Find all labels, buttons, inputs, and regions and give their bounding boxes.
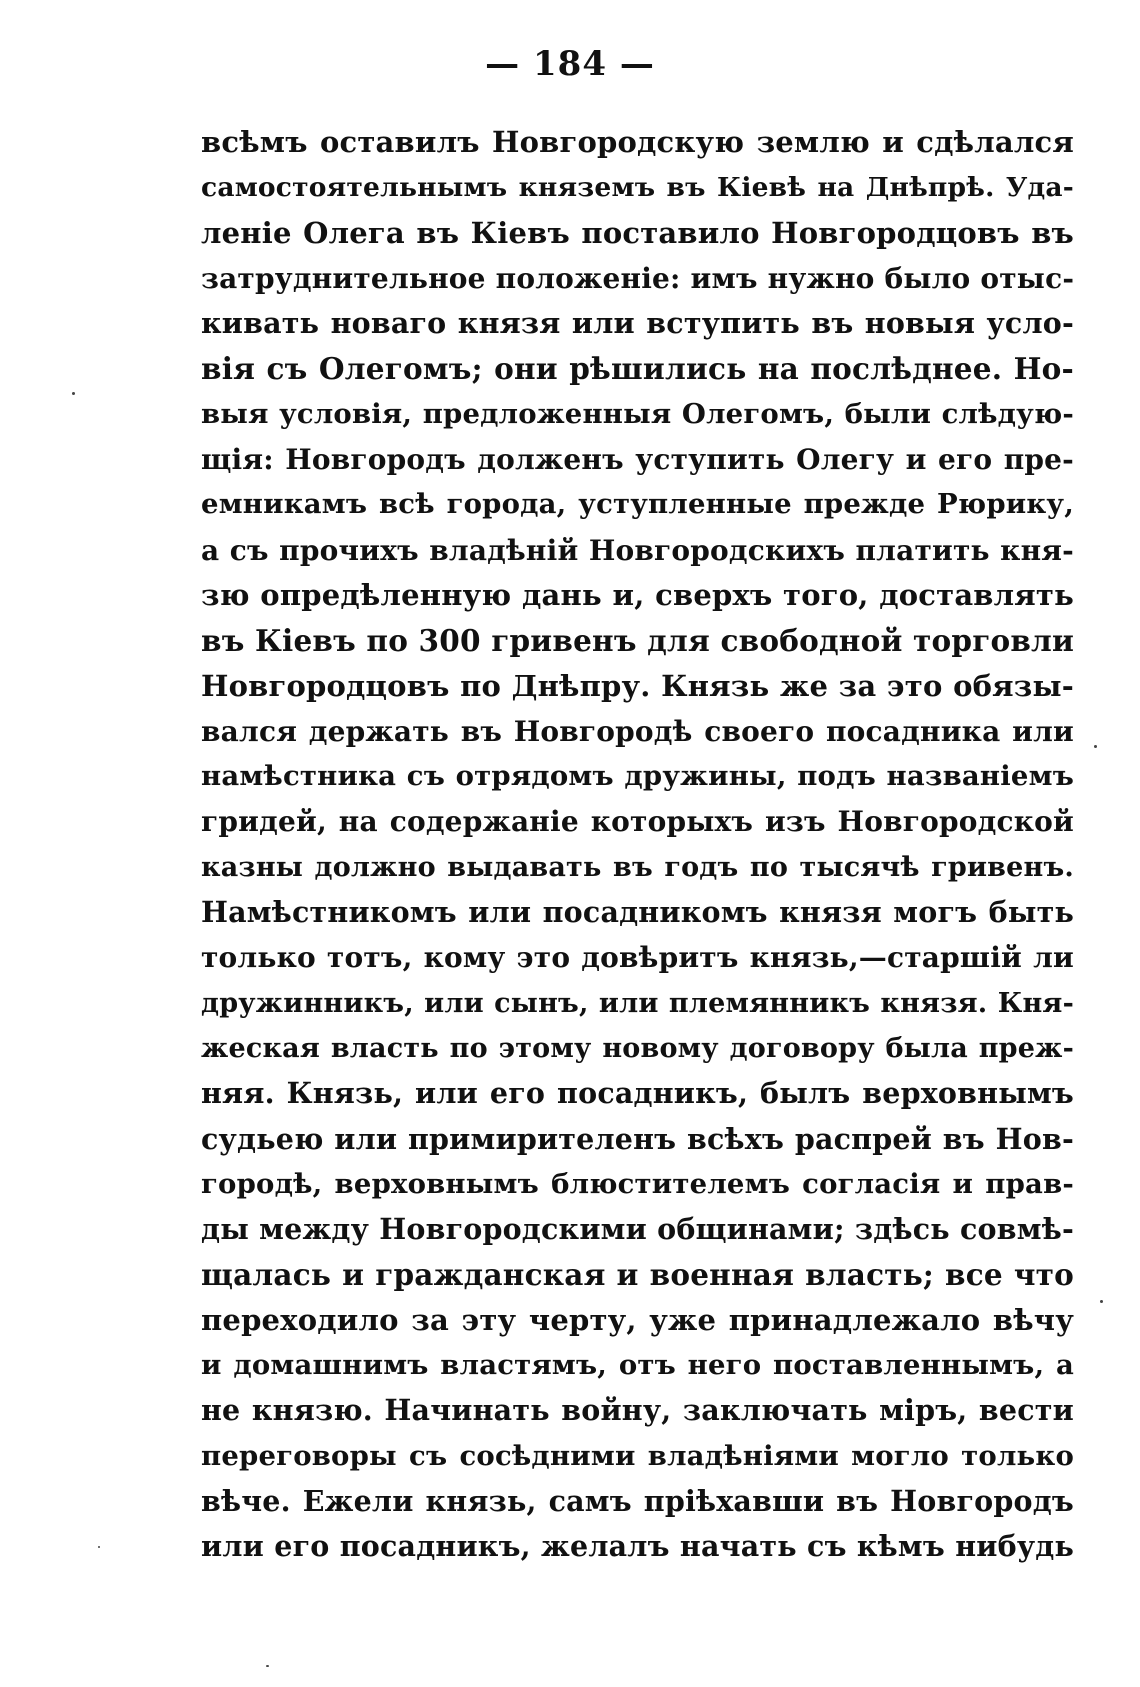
- scan-speck: [1094, 745, 1097, 748]
- text-line: всѣмъ оставилъ Новгородскую землю и сдѣлался: [201, 125, 1074, 159]
- text-line: казны должно выдавать въ годъ по тысячѣ гривенъ.: [201, 851, 1074, 883]
- text-line: или его посадникъ, желалъ начать съ кѣмъ нибудь: [201, 1529, 1074, 1564]
- text-line: вался держать въ Новгородѣ своего посадника или: [201, 714, 1074, 748]
- scan-speck: [72, 392, 75, 395]
- text-line: жеская власть по этому новому договору была преж-: [201, 1032, 1074, 1064]
- text-line: ды между Новгородскими общинами; здѣсь совмѣ-: [201, 1212, 1074, 1247]
- scan-speck: [1100, 1300, 1103, 1303]
- scan-speck: [98, 1546, 100, 1548]
- text-line: въ Кіевъ по 300 гривенъ для свободной торговли: [201, 623, 1075, 659]
- text-line: дружинникъ, или сынъ, или племянникъ князя. Кня-: [201, 987, 1074, 1019]
- text-line: Новгородцовъ по Днѣпру. Князь же за это обязы-: [201, 668, 1074, 703]
- text-line: щія: Новгородъ долженъ уступить Олегу и его пре-: [201, 443, 1074, 477]
- scan-speck: [266, 1665, 269, 1667]
- text-line: не князю. Начинать войну, заключать міръ, вести: [201, 1393, 1074, 1428]
- text-line: леніе Олега въ Кіевъ поставило Новгородцовъ въ: [201, 215, 1074, 250]
- text-line: няя. Князь, или его посадникъ, былъ верховнымъ: [201, 1076, 1074, 1111]
- text-line: городѣ, верховнымъ блюстителемъ согласія и прав-: [201, 1167, 1074, 1200]
- body-text: [201, 120, 1074, 1570]
- text-line: выя условія, предложенныя Олегомъ, были слѣдую-: [201, 397, 1074, 430]
- text-line: Намѣстникомъ или посадникомъ князя могъ быть: [201, 895, 1074, 930]
- text-line: кивать новаго князя или вступить въ новыя усло-: [201, 306, 1074, 341]
- text-line: судьею или примирителенъ всѣхъ распрей въ Нов-: [201, 1121, 1074, 1156]
- text-line: самостоятельнымъ княземъ въ Кіевѣ на Днѣпрѣ. Уда-: [201, 172, 1074, 204]
- page-number: — 184 —: [485, 44, 655, 84]
- text-line: гридей, на содержаніе которыхъ изъ Новгородской: [201, 805, 1074, 839]
- text-line: намѣстника съ отрядомъ дружины, подъ названіемъ: [201, 760, 1074, 793]
- text-line: щалась и гражданская и военная власть; все что: [201, 1257, 1074, 1293]
- text-line: и домашнимъ властямъ, отъ него поставленнымъ, а: [201, 1349, 1074, 1382]
- text-line: зю опредѣленную дань и, сверхъ того, доставлять: [201, 577, 1074, 612]
- text-line: переходило за эту черту, уже принадлежало вѣчу: [201, 1302, 1074, 1337]
- text-line: вія съ Олегомъ; они рѣшились на послѣднее. Но-: [201, 351, 1074, 387]
- text-line: вѣче. Ежели князь, самъ пріѣхавши въ Новгородъ: [201, 1483, 1074, 1518]
- text-line: затруднительное положеніе: имъ нужно было отыс-: [201, 261, 1075, 295]
- text-line: а съ прочихъ владѣній Новгородскихъ платить кня-: [201, 533, 1074, 567]
- text-line: переговоры съ сосѣдними владѣніями могло только: [201, 1439, 1074, 1472]
- text-line: емникамъ всѣ города, уступленные прежде Рюрику,: [201, 488, 1074, 521]
- text-line: только тотъ, кому это довѣритъ князь,—старшій ли: [201, 941, 1074, 975]
